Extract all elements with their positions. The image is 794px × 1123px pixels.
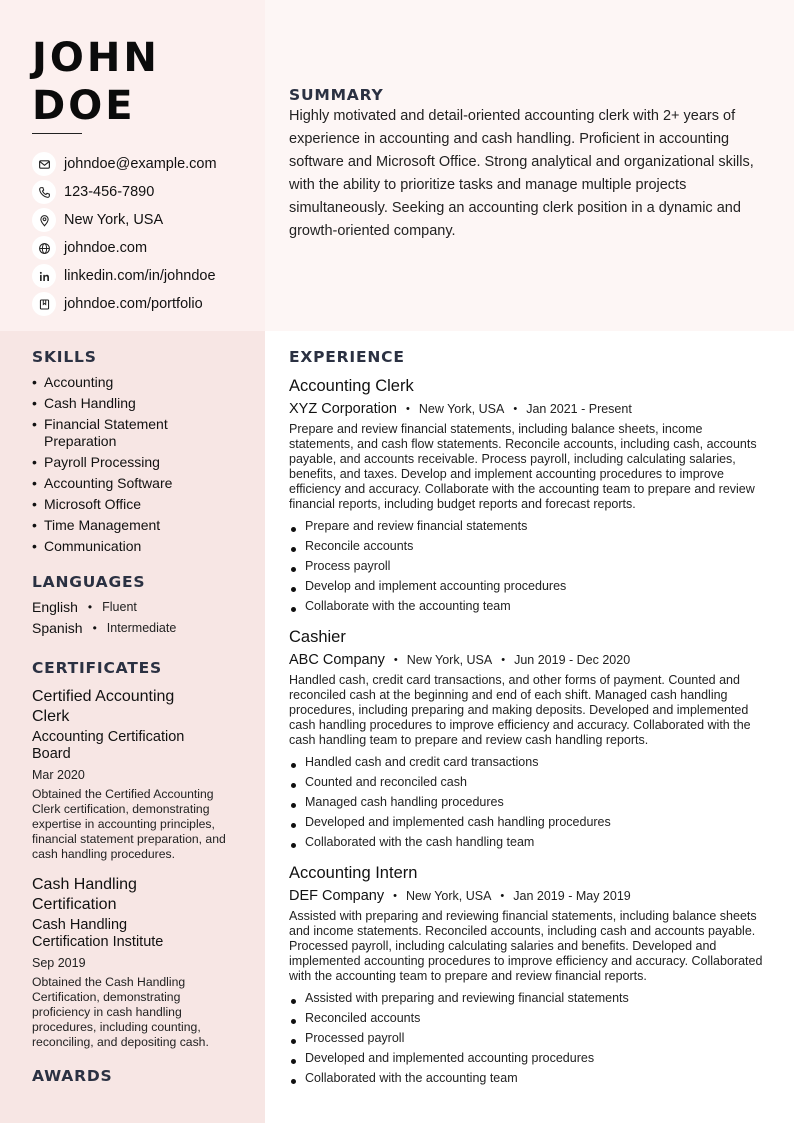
summary-text: Highly motivated and detail-oriented accounting clerk with 2+ years of experience in accounting and cash handling. Proficient in accounting software and Microsoft Office. Strong analytical and organizational skills, with the ability to prioritize tasks and manage multiple projects simultaneously. Seeking an accounting clerk position in a dynamic and growth-oriented company.	[289, 108, 754, 239]
name-last: DOE	[32, 83, 136, 129]
job-company: ABC Company	[289, 652, 385, 668]
separator-dot: •	[500, 890, 505, 902]
job-bullet: Collaborated with the cash handling team	[289, 832, 767, 852]
job-entry	[289, 863, 767, 1088]
job-dates: Jun 2019 - Dec 2020	[514, 653, 631, 667]
certificate-description: Obtained the Certified Accounting Clerk certification, demonstrating expertise in accounting principles, financial statement preparation, and cash handling procedures.	[32, 787, 226, 861]
language-row	[32, 620, 176, 636]
job-company: XYZ Corporation	[289, 401, 397, 417]
job-bullet: Collaborate with the accounting team	[289, 596, 767, 616]
contact-linkedin[interactable]	[32, 262, 217, 290]
awards-heading: AWARDS	[32, 1067, 113, 1085]
skills-heading: SKILLS	[32, 348, 97, 366]
job-description: Assisted with preparing and reviewing financial statements, including balance sheets and income statements. Reconciled accounts, including cash and accounts payable. Processed payroll, including calculating salaries and benefits. Developed and implemented accounting procedures to improve efficiency and accuracy. Collaborated with the accounting team to prepare and review financial reports.	[289, 909, 763, 983]
job-bullet: Developed and implemented accounting procedures	[289, 1048, 767, 1068]
certificates-heading: CERTIFICATES	[32, 659, 162, 677]
skill-item: • Cash Handling	[32, 395, 252, 412]
contact-portfolio[interactable]	[32, 290, 217, 318]
job-meta	[289, 649, 767, 671]
separator-dot: •	[393, 654, 398, 666]
job-description: Prepare and review financial statements, including balance sheets, income statements, and cash flow statements. Reconcile accounts, including cash, accounts payable, and accounts receivable. Process payroll, including calculating salaries, benefits, and taxes. Develop and implement accounting procedures to improve efficiency and accuracy. Collaborate with the accounting team to prepare and review financial reports, including budget reports and forecast reports.	[289, 422, 757, 511]
separator-dot: •	[501, 654, 506, 666]
contact-linkedin-text: linkedin.com/in/johndoe	[64, 268, 216, 284]
job-location: New York, USA	[418, 402, 505, 416]
candidate-name	[32, 34, 160, 130]
contact-phone[interactable]	[32, 178, 217, 206]
separator-dot: •	[87, 600, 93, 614]
language-name: English	[32, 599, 78, 615]
skills-list	[32, 374, 252, 559]
linkedin-icon	[32, 264, 56, 288]
language-name: Spanish	[32, 620, 83, 636]
contact-phone-text: 123-456-7890	[64, 184, 155, 200]
name-first: JOHN	[32, 35, 160, 81]
skill-item: • Payroll Processing	[32, 454, 252, 471]
language-row	[32, 599, 137, 615]
certificate-title: Cash Handling Certification	[32, 876, 137, 913]
job-dates: Jan 2021 - Present	[526, 402, 632, 416]
contact-email-text: johndoe@example.com	[64, 156, 217, 172]
job-location: New York, USA	[405, 889, 492, 903]
contact-portfolio-text: johndoe.com/portfolio	[64, 296, 203, 312]
contact-location-text: New York, USA	[64, 212, 164, 228]
contact-list	[32, 150, 217, 318]
job-meta	[289, 398, 767, 420]
job-location: New York, USA	[406, 653, 493, 667]
job-bullet-list	[289, 516, 767, 616]
job-bullet: Reconciled accounts	[289, 1008, 767, 1028]
contact-website[interactable]	[32, 234, 217, 262]
job-title: Cashier	[289, 628, 346, 646]
certificate-entry	[32, 875, 237, 1050]
skill-item: • Microsoft Office	[32, 496, 252, 513]
certificate-description: Obtained the Cash Handling Certification, demonstrating proficiency in cash handling procedures, including counting, reconciling, and depositing cash.	[32, 975, 209, 1049]
separator-dot: •	[513, 403, 518, 415]
job-bullet: Collaborated with the accounting team	[289, 1068, 767, 1088]
job-bullet: Develop and implement accounting procedures	[289, 576, 767, 596]
job-bullet-list	[289, 988, 767, 1088]
job-bullet: Assisted with preparing and reviewing financial statements	[289, 988, 767, 1008]
certificate-issuer: Accounting Certification Board	[32, 729, 185, 762]
language-level: Intermediate	[106, 621, 177, 635]
job-title: Accounting Intern	[289, 864, 418, 882]
location-pin-icon	[32, 208, 56, 232]
contact-email[interactable]	[32, 150, 217, 178]
job-bullet: Counted and reconciled cash	[289, 772, 767, 792]
job-bullet: Process payroll	[289, 556, 767, 576]
certificate-title: Certified Accounting Clerk	[32, 688, 175, 725]
job-entry	[289, 376, 767, 616]
summary-heading: SUMMARY	[289, 86, 384, 104]
bookmark-icon	[32, 292, 56, 316]
job-bullet: Developed and implemented cash handling procedures	[289, 812, 767, 832]
phone-icon	[32, 180, 56, 204]
job-dates: Jan 2019 - May 2019	[513, 889, 631, 903]
name-divider	[32, 133, 82, 134]
globe-icon	[32, 236, 56, 260]
experience-heading: EXPERIENCE	[289, 348, 405, 366]
job-bullet: Managed cash handling procedures	[289, 792, 767, 812]
separator-dot: •	[393, 890, 397, 902]
job-bullet: Prepare and review financial statements	[289, 516, 767, 536]
certificate-date: Mar 2020	[32, 768, 85, 782]
separator-dot: •	[406, 403, 410, 415]
language-level: Fluent	[102, 600, 137, 614]
languages-heading: LANGUAGES	[32, 573, 146, 591]
job-company: DEF Company	[289, 888, 385, 904]
job-bullet-list	[289, 752, 767, 852]
skill-item: • Accounting Software	[32, 475, 252, 492]
contact-location	[32, 206, 217, 234]
skill-item: • Financial Statement Preparation	[32, 416, 192, 450]
mail-icon	[32, 152, 56, 176]
certificate-date: Sep 2019	[32, 956, 86, 970]
job-bullet: Processed payroll	[289, 1028, 767, 1048]
job-meta	[289, 885, 767, 907]
certificate-entry	[32, 687, 237, 862]
job-entry	[289, 627, 767, 852]
skill-item: • Communication	[32, 538, 252, 555]
separator-dot: •	[92, 621, 97, 635]
job-description: Handled cash, credit card transactions, and other forms of payment. Counted and reconciled cash at the beginning and end of each shift. Managed cash handling procedures, including preparing and making deposits. Developed and implemented cash handling procedures to improve efficiency and accuracy. Collaborated with the cash handling team to prepare and review cash handling reports.	[289, 673, 751, 747]
certificate-issuer: Cash Handling Certification Institute	[32, 917, 164, 950]
job-title: Accounting Clerk	[289, 377, 414, 395]
contact-website-text: johndoe.com	[64, 240, 148, 256]
job-bullet: Reconcile accounts	[289, 536, 767, 556]
skill-item: • Accounting	[32, 374, 252, 391]
job-bullet: Handled cash and credit card transactions	[289, 752, 767, 772]
skill-item: • Time Management	[32, 517, 252, 534]
